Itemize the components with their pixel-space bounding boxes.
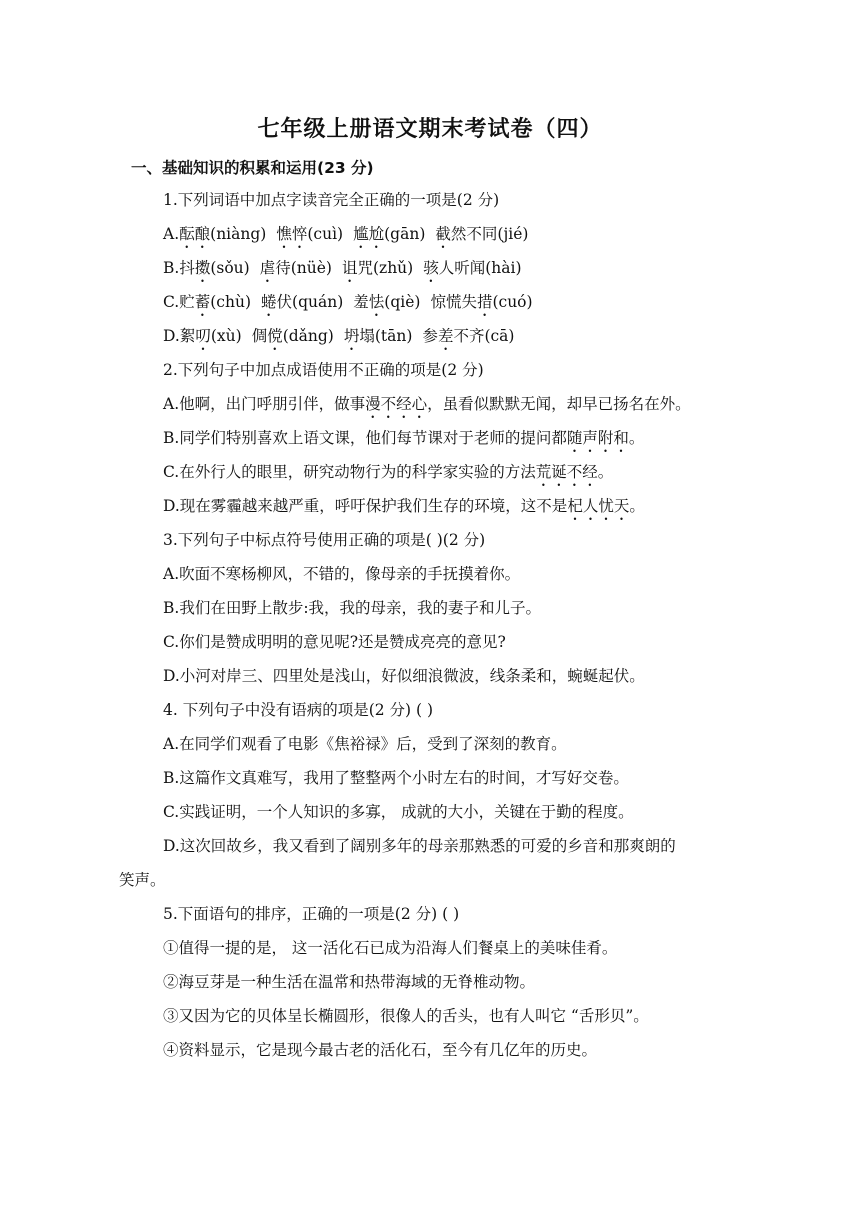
- q1-option-b: B.抖擞(sǒu) 虐待(nüè) 诅咒(zhǔ) 骇人听闻(hài): [163, 259, 522, 277]
- q5-sentence-4: ④资料显示，它是现今最古老的活化石，至今有几亿年的历史。: [163, 1041, 598, 1059]
- q1-stem: 1.下列词语中加点字读音完全正确的一项是(2 分): [163, 191, 500, 209]
- section-heading: 一、基础知识的积累和运用(23 分): [131, 159, 374, 177]
- q3-option-a: A.吹面不寒杨柳风，不错的，像母亲的手抚摸着你。: [163, 565, 521, 583]
- q1-option-d: D.絮叨(xù) 倜傥(dǎng) 坍塌(tān) 参差不齐(cā): [163, 327, 515, 345]
- q2-option-d: D.现在雾霾越来越严重，呼吁保护我们生存的环境，这不是杞人忧天。: [163, 497, 645, 515]
- q3-stem: 3.下列句子中标点符号使用正确的项是( )(2 分): [163, 531, 486, 549]
- q3-option-c: C.你们是赞成明明的意见呢?还是赞成亮亮的意见?: [163, 633, 506, 651]
- q5-stem: 5.下面语句的排序，正确的一项是(2 分) ( ): [163, 905, 460, 923]
- q4-option-a: A.在同学们观看了电影《焦裕禄》后，受到了深刻的教育。: [163, 735, 567, 753]
- q4-option-d-continued: 笑声。: [119, 871, 166, 889]
- q5-sentence-1: ①值得一提的是， 这一活化石已成为沿海人们餐桌上的美味佳肴。: [163, 939, 618, 957]
- q5-sentence-3: ③又因为它的贝体呈长椭圆形，很像人的舌头，也有人叫它 “舌形贝”。: [163, 1007, 649, 1025]
- q2-option-c: C.在外行人的眼里，研究动物行为的科学家实验的方法荒诞不经。: [163, 463, 614, 481]
- q1-option-c: C.贮蓄(chù) 蜷伏(quán) 羞怯(qiè) 惊慌失措(cuó): [163, 293, 533, 311]
- q4-option-d: D.这次回故乡，我又看到了阔别多年的母亲那熟悉的可爱的乡音和那爽朗的: [163, 837, 676, 855]
- questions: [119, 186, 731, 1070]
- q2-option-a: A.他啊，出门呼朋引伴，做事漫不经心，虽看似默默无闻，却早已扬名在外。: [163, 395, 691, 413]
- q3-option-d: D.小河对岸三、四里处是浅山，好似细浪微波，线条柔和，蜿蜒起伏。: [163, 667, 645, 685]
- q4-option-b: B.这篇作文真难写，我用了整整两个小时左右的时间，才写好交卷。: [163, 769, 629, 787]
- q4-stem: 4. 下列句子中没有语病的项是(2 分) ( ): [163, 701, 434, 719]
- q2-option-b: B.同学们特别喜欢上语文课，他们每节课对于老师的提问都随声附和。: [163, 429, 645, 447]
- q2-stem: 2.下列句子中加点成语使用不正确的项是(2 分): [163, 361, 484, 379]
- q1-option-a: A.酝酿(niàng) 憔悴(cuì) 尴尬(gān) 截然不同(jié): [163, 225, 529, 243]
- q3-option-b: B.我们在田野上散步:我，我的母亲，我的妻子和儿子。: [163, 599, 542, 617]
- q4-option-c: C.实践证明，一个人知识的多寡， 成就的大小，关键在于勤的程度。: [163, 803, 634, 821]
- page-title: 七年级上册语文期末考试卷（四）: [257, 117, 603, 142]
- q5-sentence-2: ②海豆芽是一种生活在温常和热带海域的无脊椎动物。: [163, 973, 536, 991]
